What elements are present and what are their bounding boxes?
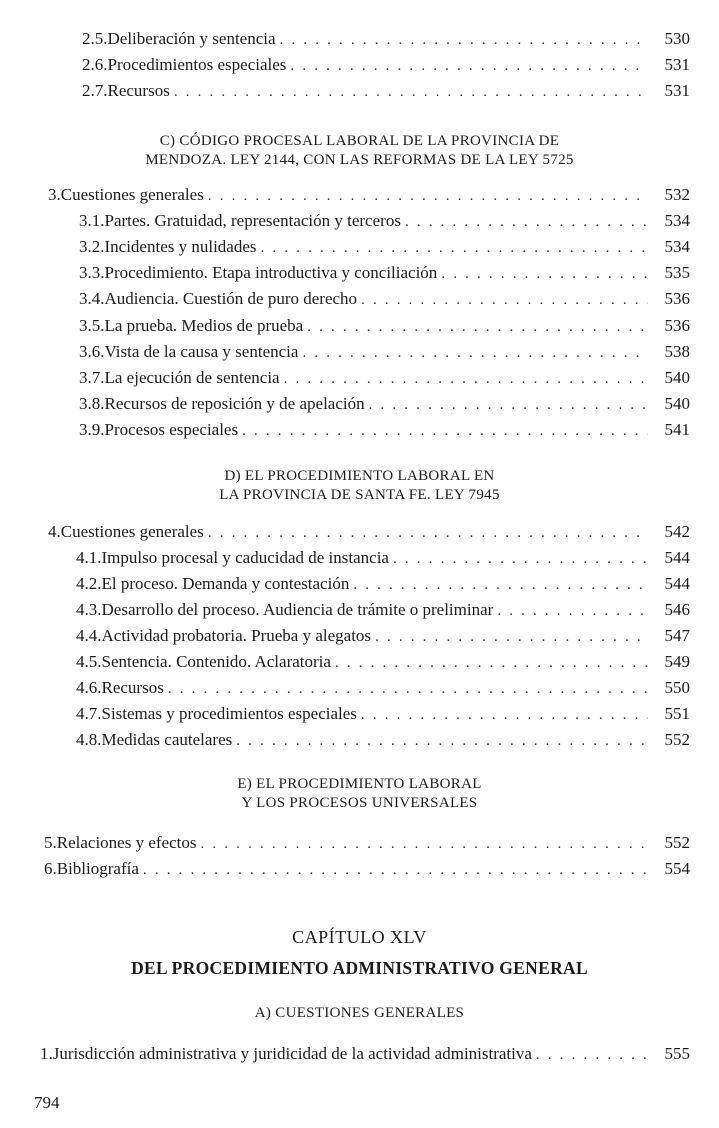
- toc-entry: [76, 624, 690, 648]
- entry-title: Recursos de reposición y de apelación: [104, 394, 365, 413]
- entry-number: 3.9.: [79, 420, 105, 439]
- entry-title: Recursos: [107, 81, 170, 100]
- chapter-label: CAPÍTULO XLV: [292, 927, 427, 947]
- entry-number: 4.7.: [76, 704, 102, 723]
- entry-title: Medidas cautelares: [101, 730, 233, 749]
- dot-leader: [290, 54, 648, 78]
- entry-number: 3.5.: [79, 316, 105, 335]
- entry-title: Sistemas y procedimientos especiales: [101, 704, 357, 723]
- entry-title: Impulso procesal y caducidad de instancia: [101, 548, 389, 567]
- toc-entry: [79, 235, 690, 259]
- dot-leader: [302, 341, 648, 365]
- entry-title: Vista de la causa y sentencia: [104, 342, 299, 361]
- entry-title: Cuestiones generales: [60, 522, 204, 541]
- entry-number: 3.8.: [79, 394, 105, 413]
- section-heading-line: LA PROVINCIA DE SANTA FE. LEY 7945: [219, 487, 500, 503]
- toc-entry: [44, 857, 690, 881]
- entry-page: 549: [664, 652, 690, 671]
- entry-page: 534: [664, 211, 690, 230]
- entry-page: 538: [664, 342, 690, 361]
- toc-entry: [82, 27, 690, 51]
- section-heading: [0, 132, 719, 170]
- toc-entry: [40, 1042, 690, 1066]
- dot-leader: [261, 236, 648, 260]
- entry-title: Incidentes y nulidades: [104, 237, 257, 256]
- entry-number: 6.: [44, 859, 57, 878]
- section-heading-line: Y LOS PROCESOS UNIVERSALES: [241, 795, 478, 811]
- toc-entry: [82, 53, 690, 77]
- dot-leader: [441, 262, 648, 286]
- toc-entry: [48, 520, 690, 544]
- toc-entry: [76, 598, 690, 622]
- entry-title: Procedimiento. Etapa introductiva y conciliación: [104, 263, 438, 282]
- toc-entry: [76, 572, 690, 596]
- dot-leader: [143, 858, 648, 882]
- entry-title: Bibliografía: [56, 859, 139, 878]
- dot-leader: [280, 28, 648, 52]
- entry-number: 4.: [48, 522, 61, 541]
- section-heading-line: E) EL PROCEDIMIENTO LABORAL: [237, 776, 482, 792]
- entry-number: 2.7.: [82, 81, 108, 100]
- entry-page: 552: [664, 833, 690, 852]
- entry-page: 544: [664, 548, 690, 567]
- entry-number: 5.: [44, 833, 57, 852]
- toc-entry: [76, 728, 690, 752]
- section-heading-line: MENDOZA. LEY 2144, CON LAS REFORMAS DE LA LEY 5725: [145, 152, 574, 168]
- toc-entry: [48, 183, 690, 207]
- dot-leader: [361, 703, 648, 727]
- entry-number: 3.3.: [79, 263, 105, 282]
- entry-title: El proceso. Demanda y contestación: [101, 574, 350, 593]
- entry-title: Jurisdicción administrativa y juridicidad de la actividad administrativa: [52, 1044, 532, 1063]
- entry-number: 4.8.: [76, 730, 102, 749]
- toc-entry: [44, 831, 690, 855]
- entry-page: 536: [664, 316, 690, 335]
- entry-title: Audiencia. Cuestión de puro derecho: [104, 289, 358, 308]
- entry-number: 3.2.: [79, 237, 105, 256]
- dot-leader: [393, 547, 648, 571]
- dot-leader: [335, 651, 648, 675]
- toc-entry: [79, 287, 690, 311]
- entry-title: La ejecución de sentencia: [104, 368, 280, 387]
- dot-leader: [200, 832, 648, 856]
- entry-page: 531: [664, 55, 690, 74]
- toc-entry: [79, 340, 690, 364]
- section-heading: [0, 775, 719, 813]
- entry-page: 547: [664, 626, 690, 645]
- entry-title: Desarrollo del proceso. Audiencia de trámite o preliminar: [101, 600, 494, 619]
- entry-page: 541: [664, 420, 690, 439]
- entry-page: 540: [664, 368, 690, 387]
- entry-number: 4.4.: [76, 626, 102, 645]
- entry-page: 552: [664, 730, 690, 749]
- dot-leader: [174, 80, 648, 104]
- dot-leader: [375, 625, 648, 649]
- dot-leader: [208, 184, 648, 208]
- entry-title: Deliberación y sentencia: [107, 29, 276, 48]
- entry-page: 542: [664, 522, 690, 541]
- entry-title: Recursos: [101, 678, 164, 697]
- entry-page: 544: [664, 574, 690, 593]
- toc-entry: [79, 314, 690, 338]
- entry-number: 2.6.: [82, 55, 108, 74]
- dot-leader: [284, 367, 648, 391]
- entry-page: 540: [664, 394, 690, 413]
- entry-number: 4.2.: [76, 574, 102, 593]
- dot-leader: [208, 521, 648, 545]
- toc-entry: [76, 676, 690, 700]
- entry-number: 3.1.: [79, 211, 105, 230]
- entry-page: 530: [664, 29, 690, 48]
- entry-number: 3.4.: [79, 289, 105, 308]
- dot-leader: [369, 393, 648, 417]
- dot-leader: [236, 729, 648, 753]
- toc-entry: [79, 392, 690, 416]
- toc-entry: [79, 261, 690, 285]
- entry-number: 1.: [40, 1044, 53, 1063]
- dot-leader: [168, 677, 648, 701]
- entry-number: 4.3.: [76, 600, 102, 619]
- entry-page: 535: [664, 263, 690, 282]
- chapter-title: DEL PROCEDIMIENTO ADMINISTRATIVO GENERAL: [131, 958, 588, 978]
- toc-entry: [79, 366, 690, 390]
- section-heading: [0, 467, 719, 505]
- toc-entry: [76, 650, 690, 674]
- entry-page: 531: [664, 81, 690, 100]
- entry-page: 536: [664, 289, 690, 308]
- toc-entry: [76, 546, 690, 570]
- toc-entry: [79, 418, 690, 442]
- entry-number: 3.6.: [79, 342, 105, 361]
- dot-leader: [536, 1043, 648, 1067]
- entry-title: Partes. Gratuidad, representación y terceros: [104, 211, 401, 230]
- page-number: 794: [34, 1093, 60, 1112]
- entry-number: 3.7.: [79, 368, 105, 387]
- dot-leader: [353, 573, 648, 597]
- entry-title: Procedimientos especiales: [107, 55, 287, 74]
- entry-number: 4.5.: [76, 652, 102, 671]
- entry-title: Procesos especiales: [104, 420, 239, 439]
- entry-number: 2.5.: [82, 29, 108, 48]
- entry-page: 554: [664, 859, 690, 878]
- entry-number: 3.: [48, 185, 61, 204]
- entry-page: 546: [664, 600, 690, 619]
- entry-page: 550: [664, 678, 690, 697]
- section-heading-line: C) CÓDIGO PROCESAL LABORAL DE LA PROVINCIA DE: [159, 133, 560, 149]
- dot-leader: [405, 210, 648, 234]
- entry-title: Actividad probatoria. Prueba y alegatos: [101, 626, 372, 645]
- entry-number: 4.6.: [76, 678, 102, 697]
- entry-title: Cuestiones generales: [60, 185, 204, 204]
- entry-page: 532: [664, 185, 690, 204]
- toc-entry: [82, 79, 690, 103]
- dot-leader: [307, 315, 648, 339]
- entry-page: 534: [664, 237, 690, 256]
- section-heading: A) CUESTIONES GENERALES: [254, 1005, 465, 1021]
- entry-title: Sentencia. Contenido. Aclaratoria: [101, 652, 331, 671]
- entry-title: La prueba. Medios de prueba: [104, 316, 304, 335]
- dot-leader: [497, 599, 648, 623]
- dot-leader: [242, 419, 648, 443]
- toc-entry: [76, 702, 690, 726]
- entry-number: 4.1.: [76, 548, 102, 567]
- entry-page: 551: [664, 704, 690, 723]
- toc-entry: [79, 209, 690, 233]
- entry-title: Relaciones y efectos: [56, 833, 197, 852]
- dot-leader: [361, 288, 648, 312]
- section-heading-line: D) EL PROCEDIMIENTO LABORAL EN: [224, 468, 495, 484]
- entry-page: 555: [664, 1044, 690, 1063]
